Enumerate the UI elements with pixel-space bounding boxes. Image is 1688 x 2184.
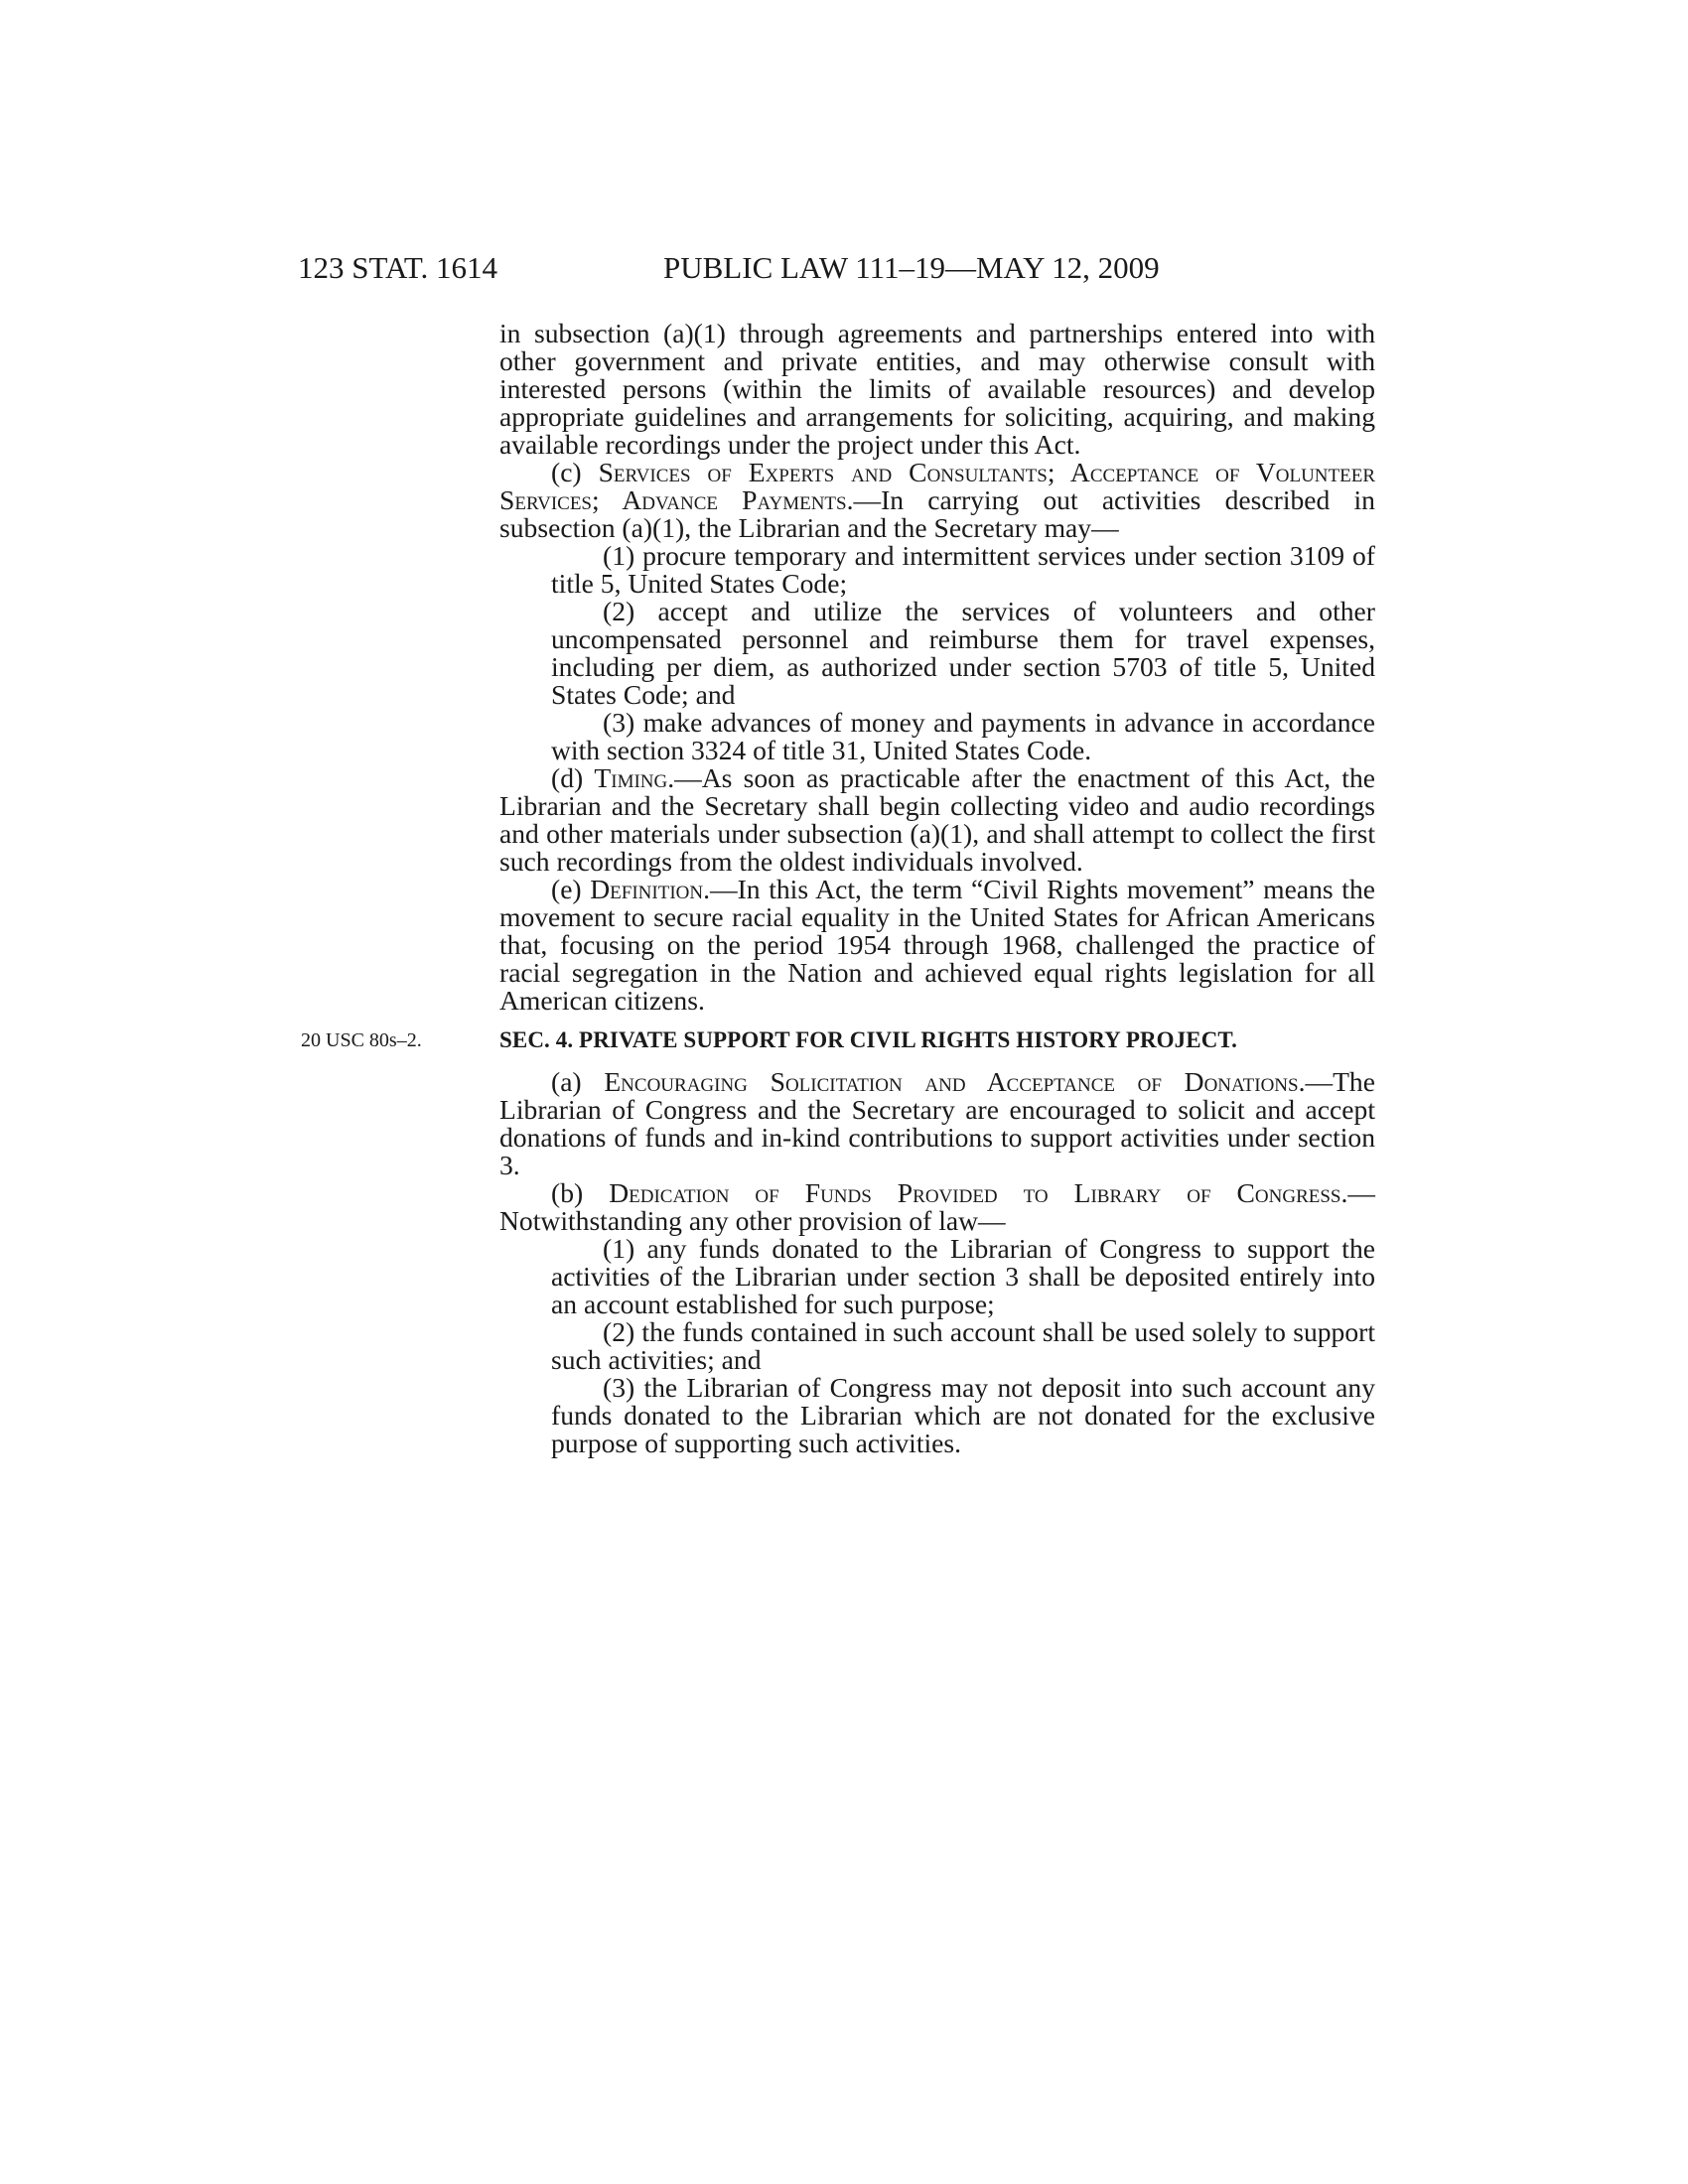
subsection-e-label: (e) <box>551 874 591 904</box>
subsection-e-heading: Definition <box>590 874 704 904</box>
subsection-c <box>499 459 1375 542</box>
section-4-a-heading: Encouraging Solicitation and Acceptance of Donations <box>604 1066 1299 1097</box>
subsection-d-label: (d) <box>551 762 595 793</box>
section-4-heading-row <box>301 1026 1375 1054</box>
body-text-column <box>301 318 1376 1458</box>
section-4-b-item-2: (2) the funds contained in such account shall be used solely to support such activities; and <box>551 1316 1375 1375</box>
section-4-b-item-1: (1) any funds donated to the Librarian of Congress to support the activities of the Librarian under section 3 shall be deposited entirely into an account established for such purpose; <box>551 1233 1375 1319</box>
stat-citation: 123 STAT. 1614 <box>298 250 498 285</box>
subsection-c-item-1: (1) procure temporary and intermittent services under section 3109 of title 5, United States Code; <box>551 540 1375 599</box>
section-4-a-label: (a) <box>551 1066 605 1097</box>
section-4-a-text: .—The Librarian of Congress and the Secretary are encouraged to solicit and accept donations of funds and in-kind contributions to support activities under section 3. <box>499 1066 1375 1180</box>
subsection-c-item-2: (2) accept and utilize the services of volunteers and other uncompensated personnel and reimburse them for travel expenses, including per diem, as authorized under section 5703 of title 5, United States Code; and <box>551 596 1375 710</box>
section-4-b-heading: Dedication of Funds Provided to Library of Congress <box>609 1177 1341 1208</box>
subsection-e-text: .—In this Act, the term “Civil Rights movement” means the movement to secure racial equality in the United States for African Americans that, focusing on the period 1954 through 1968, challenged the practice of racial segregation in the Nation and achieved equal rights legislation for all American citizens. <box>499 874 1375 1016</box>
section-4-b-text: .—Notwithstanding any other provision of law— <box>499 1177 1375 1236</box>
subsection-c-item-3: (3) make advances of money and payments in advance in accordance with section 3324 of title 31, United States Code. <box>551 707 1375 765</box>
section-4-heading: SEC. 4. PRIVATE SUPPORT FOR CIVIL RIGHTS HISTORY PROJECT. <box>499 1027 1238 1052</box>
subsection-d-text: .—As soon as practicable after the enactment of this Act, the Librarian and the Secretary shall begin collecting video and audio recordings and other materials under subsection (a)(1), and shall attempt to collect the first such recordings from the oldest individuals involved. <box>499 762 1376 877</box>
subsection-e <box>499 876 1375 1015</box>
subsection-c-label: (c) <box>551 457 599 487</box>
subsection-d-heading: Timing <box>594 762 668 793</box>
subsection-c-heading: Services of Experts and Consultants; Acceptance of Volunteer Services; Advance Payments <box>499 457 1376 515</box>
law-title: PUBLIC LAW 111–19—MAY 12, 2009 <box>663 250 1160 285</box>
intro-paragraph: in subsection (a)(1) through agreements and partnerships entered into with other government and private entities, and may otherwise consult with interested persons (within the limits of available resources) and develop appropriate guidelines and arrangements for soliciting, acquiring, and making available recordings under the project under this Act. <box>499 318 1375 460</box>
section-4-subsection-a <box>499 1068 1375 1179</box>
subsection-c-text: .—In carrying out activities described in subsection (a)(1), the Librarian and the Secretary may— <box>499 484 1375 543</box>
subsection-d <box>499 764 1375 876</box>
section-4-subsection-b <box>499 1179 1375 1235</box>
running-header <box>298 248 1390 288</box>
section-4-b-item-3: (3) the Librarian of Congress may not deposit into such account any funds donated to the Librarian which are not donated for the exclusive purpose of supporting such activities. <box>551 1372 1375 1458</box>
usc-margin-note: 20 USC 80s–2. <box>301 1029 422 1051</box>
section-4-b-label: (b) <box>551 1177 610 1208</box>
